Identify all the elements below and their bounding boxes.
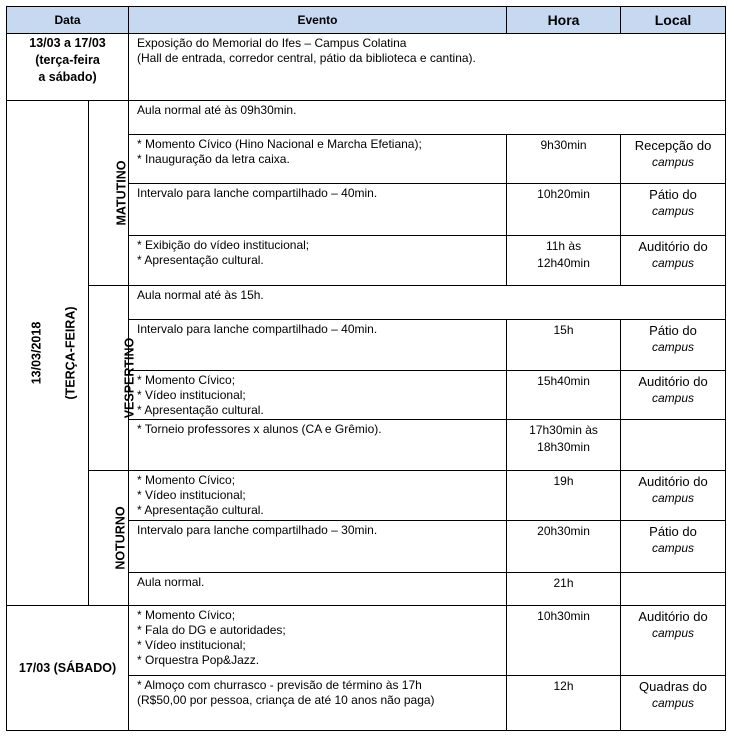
period-cell-noturno — [89, 471, 129, 606]
event-line: * Vídeo institucional; — [137, 488, 246, 502]
local-cell — [621, 135, 726, 184]
local-line: Pátio do — [649, 524, 697, 539]
schedule-table — [6, 6, 726, 731]
event-line: Aula normal até às 15h. — [137, 288, 264, 302]
local-line: Pátio do — [649, 187, 697, 202]
period-label: NOTURNO — [113, 506, 128, 570]
date-cell-terca — [7, 101, 89, 606]
event-line: * Apresentação cultural. — [137, 253, 264, 267]
local-campus: campus — [652, 391, 695, 405]
table-row — [7, 101, 726, 135]
local-cell — [621, 320, 726, 371]
local-line: Quadras do — [639, 679, 707, 694]
hora-line: 17h30min às — [529, 423, 598, 437]
local-cell — [621, 371, 726, 420]
hora-line: 10h20min — [537, 187, 590, 201]
date-cell-exposicao — [7, 34, 129, 101]
table-row — [7, 471, 726, 521]
col-header-evento: Evento — [129, 7, 507, 34]
hora-line: 15h40min — [537, 374, 590, 388]
hora-cell — [507, 135, 621, 184]
local-line: Auditório do — [638, 474, 708, 489]
col-header-hora: Hora — [507, 7, 621, 34]
event-cell — [129, 286, 726, 320]
hora-line: 11h às — [545, 239, 582, 253]
table-row — [7, 286, 726, 320]
event-line: * Orquestra Pop&Jazz. — [137, 653, 260, 667]
col-header-data: Data — [7, 7, 129, 34]
event-line: (R$50,00 por pessoa, criança de até 10 anos não paga) — [137, 693, 435, 707]
hora-cell — [507, 236, 621, 286]
event-line: * Vídeo institucional; — [137, 388, 246, 402]
hora-line: 15h — [553, 323, 574, 337]
local-line: Recepção do — [634, 138, 712, 153]
local-cell — [621, 471, 726, 521]
event-line: * Momento Cívico; — [137, 473, 236, 487]
event-line: Exposição do Memorial do Ifes – Campus Colatina — [137, 36, 407, 50]
period-label: MATUTINO — [114, 160, 129, 226]
period-cell-matutino — [89, 101, 129, 286]
event-line: Intervalo para lanche compartilhado – 30min. — [137, 523, 378, 537]
hora-line: 20h30min — [537, 524, 590, 538]
event-cell — [129, 420, 507, 471]
local-line: Auditório do — [638, 374, 708, 389]
event-line: * Apresentação cultural. — [137, 503, 264, 517]
hora-line: 12h40min — [537, 256, 590, 270]
hora-cell — [507, 184, 621, 236]
hora-cell — [507, 471, 621, 521]
local-cell — [621, 236, 726, 286]
hora-line: 12h — [553, 679, 574, 693]
local-cell — [621, 573, 726, 606]
local-campus: campus — [652, 696, 695, 710]
date-terca — [20, 306, 88, 399]
event-line: * Apresentação cultural. — [137, 403, 264, 417]
local-campus: campus — [652, 155, 695, 169]
hora-cell — [507, 420, 621, 471]
date-line: a sábado) — [38, 70, 97, 84]
event-cell — [129, 521, 507, 573]
event-cell — [129, 135, 507, 184]
col-header-local: Local — [621, 7, 726, 34]
event-cell — [129, 676, 507, 731]
local-campus: campus — [652, 491, 695, 505]
period-label: VESPERTINO — [122, 337, 137, 419]
event-line: * Fala do DG e autoridades; — [137, 623, 286, 637]
date-line: (terça-feira — [35, 53, 100, 67]
hora-cell — [507, 676, 621, 731]
local-campus: campus — [652, 626, 695, 640]
event-line: Aula normal. — [137, 575, 205, 589]
date-line: 13/03/2018 — [29, 321, 44, 385]
period-cell-vespertino — [89, 286, 137, 471]
header-row — [7, 7, 726, 34]
local-line: Auditório do — [638, 239, 708, 254]
local-campus: campus — [652, 340, 695, 354]
local-cell — [621, 184, 726, 236]
hora-line: 18h30min — [537, 440, 590, 454]
table-row-exposicao — [7, 34, 726, 101]
event-cell — [129, 101, 726, 135]
event-line: * Momento Cívico (Hino Nacional e Marcha Efetiana); — [137, 137, 422, 151]
event-line: * Momento Cívico; — [137, 373, 236, 387]
local-campus: campus — [652, 541, 695, 555]
event-cell — [129, 471, 507, 521]
event-line: * Torneio professores x alunos (CA e Grêmio). — [137, 422, 382, 436]
date-line: (TERÇA-FEIRA) — [63, 306, 78, 400]
local-campus: campus — [652, 256, 695, 270]
event-cell — [129, 184, 507, 236]
event-line: * Momento Cívico; — [137, 608, 236, 622]
event-cell — [129, 606, 507, 676]
event-cell — [129, 236, 507, 286]
event-line: * Vídeo institucional; — [137, 638, 246, 652]
hora-cell — [507, 371, 621, 420]
local-cell — [621, 521, 726, 573]
date-cell-sabado: 17/03 (SÁBADO) — [7, 606, 129, 731]
event-line: Intervalo para lanche compartilhado – 40min. — [137, 322, 378, 336]
event-line: * Exibição do vídeo institucional; — [137, 238, 310, 252]
hora-line: 21h — [553, 576, 574, 590]
hora-cell — [507, 320, 621, 371]
event-cell — [129, 371, 507, 420]
local-cell — [621, 420, 726, 471]
hora-line: 19h — [553, 474, 574, 488]
local-line: Auditório do — [638, 609, 708, 624]
event-line: Aula normal até às 09h30min. — [137, 103, 297, 117]
date-line: 13/03 a 17/03 — [29, 36, 106, 50]
hora-line: 9h30min — [540, 138, 587, 152]
event-cell — [129, 34, 726, 101]
local-cell — [621, 676, 726, 731]
event-line: Intervalo para lanche compartilhado – 40min. — [137, 186, 378, 200]
hora-cell — [507, 521, 621, 573]
event-line: (Hall de entrada, corredor central, pátio da biblioteca e cantina). — [137, 51, 476, 65]
local-campus: campus — [652, 204, 695, 218]
table-row — [7, 606, 726, 676]
hora-cell — [507, 573, 621, 606]
event-line: * Inauguração da letra caixa. — [137, 152, 290, 166]
local-line: Pátio do — [649, 323, 697, 338]
hora-line: 10h30min — [537, 609, 590, 623]
hora-cell — [507, 606, 621, 676]
event-line: * Almoço com churrasco - previsão de término às 17h — [137, 678, 422, 692]
event-cell — [129, 320, 507, 371]
event-cell — [129, 573, 507, 606]
local-cell — [621, 606, 726, 676]
